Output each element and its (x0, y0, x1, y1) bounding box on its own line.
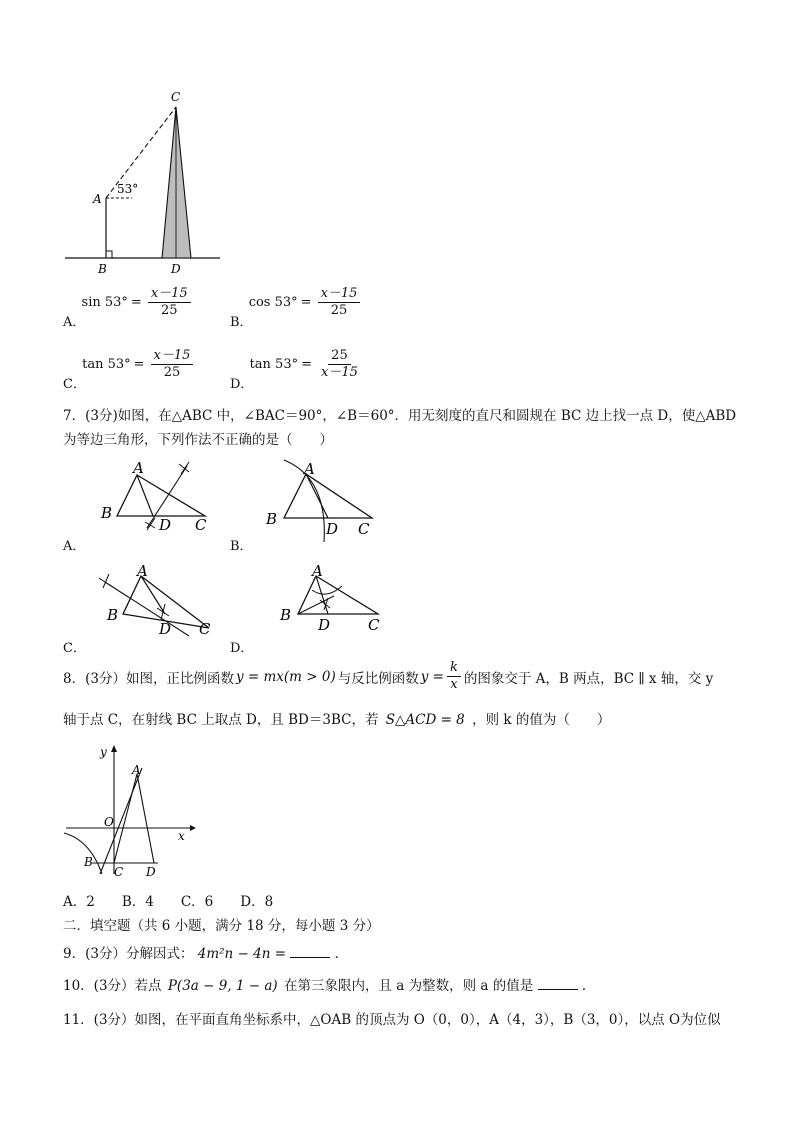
label-d: D (171, 262, 181, 275)
q9-text: 9．(3分）分解因式： 4m²n − 4n = ． (63, 946, 349, 962)
svg-text:y: y (100, 745, 107, 759)
q7-option-d[interactable]: D． (230, 641, 254, 656)
svg-text:x: x (178, 829, 185, 843)
q8-text-line1: 8．(3分）如图，正比例函数 y = mx(m > 0) 与反比例函数 y = $\frac{k}{x}$ 的图象交于 A，B 两点，BC ∥ x 轴，交 y (63, 660, 714, 692)
q7-figure-d (278, 560, 388, 640)
segment-ac (114, 774, 137, 863)
svg-text:C: C (195, 516, 207, 534)
option-letter: A． (63, 315, 86, 330)
option-letter: D． (230, 377, 254, 392)
q11-text: 11．(3分）如图，在平面直角坐标系中，△OAB 的顶点为 O（0，0），A（4，3），B（3，0），以点 O为位似 (63, 1012, 721, 1028)
q6-option-d[interactable]: D． tan 53° = $\frac{25}{x-15}$ (230, 348, 364, 381)
label-a: A (93, 192, 102, 206)
svg-text:C: C (114, 865, 124, 879)
fn: tan 53° (249, 357, 299, 372)
fraction: $\frac{x-15}{25}$ (151, 348, 194, 381)
option-letter: B． (230, 315, 253, 330)
svg-text:B: B (101, 504, 113, 522)
svg-text:C: C (368, 616, 380, 634)
q7-option-c[interactable]: C． (63, 641, 86, 656)
section-2-heading: 二．填空题（共 6 小题，满分 18 分，每小题 3 分） (63, 918, 380, 934)
svg-text:D: D (146, 865, 156, 879)
q9-answer-blank[interactable] (290, 945, 330, 958)
svg-text:A: A (312, 562, 323, 580)
fn: sin 53° (81, 295, 128, 310)
svg-text:A: A (137, 562, 148, 580)
fraction: $\frac{25}{x-15}$ (321, 348, 358, 380)
q7-text-line1: 7．(3分)如图，在△ABC 中，∠BAC＝90°，∠B＝60°．用无刻度的直尺和圆规在 BC 边上找一点 D，使△ABD (63, 408, 737, 424)
q7-text-line2: 为等边三角形，下列作法不正确的是（ ） (63, 432, 333, 448)
svg-text:C: C (199, 620, 211, 638)
fraction: $\frac{x-15}{25}$ (148, 286, 191, 319)
q8-text-line2: 轴于点 C，在射线 BC 上取点 D，且 BD＝3BC，若 S△ACD = 8 ，则 k 的值为（ ） (63, 712, 611, 728)
fraction: $\frac{x-15}{25}$ (318, 286, 361, 319)
q6-figure (60, 85, 230, 275)
q7-figure-b (262, 456, 382, 546)
q8-figure (62, 740, 202, 880)
svg-text:D: D (159, 620, 172, 638)
svg-text:B: B (107, 606, 119, 624)
right-angle-mark (106, 251, 112, 258)
fn: tan 53° (82, 357, 131, 372)
q8-options[interactable]: A．2 B．4 C．6 D．8 (63, 894, 274, 910)
option-letter: C． (63, 377, 86, 392)
svg-text:O: O (104, 815, 114, 829)
svg-text:C: C (358, 520, 370, 538)
q6-option-a[interactable]: A． sin 53° = $\frac{x-15}{25}$ (63, 286, 194, 319)
q7-figure-c (95, 560, 225, 640)
q10-answer-blank[interactable] (538, 977, 578, 990)
svg-text:D: D (159, 516, 172, 534)
k-over-x-fraction: $\frac{k}{x}$ (447, 660, 461, 693)
svg-text:A: A (304, 460, 315, 478)
svg-text:D: D (326, 520, 339, 538)
q10-text: 10．(3分）若点 P(3a − 9, 1 − a) 在第三象限内，且 a 为整数，则 a 的值是 ． (63, 978, 596, 994)
svg-text:B: B (84, 855, 93, 869)
svg-text:A: A (132, 763, 141, 777)
q7-figure-a (95, 458, 215, 538)
q7-option-a[interactable]: A． (63, 539, 86, 554)
label-c: C (171, 90, 181, 104)
svg-text:D: D (318, 616, 331, 634)
q6-option-c[interactable]: C． tan 53° = $\frac{x-15}{25}$ (63, 348, 196, 381)
q6-option-b[interactable]: B． cos 53° = $\frac{x-15}{25}$ (230, 286, 363, 319)
q7-option-b[interactable]: B． (230, 539, 253, 554)
label-angle: 53° (117, 182, 139, 196)
label-b: B (98, 262, 107, 275)
svg-text:B: B (266, 510, 278, 528)
svg-text:B: B (280, 606, 292, 624)
segment-ad (137, 774, 154, 863)
svg-text:A: A (133, 459, 144, 477)
tower-shape (162, 107, 191, 258)
hyperbola-q3 (64, 833, 102, 874)
fn: cos 53° (248, 295, 298, 310)
